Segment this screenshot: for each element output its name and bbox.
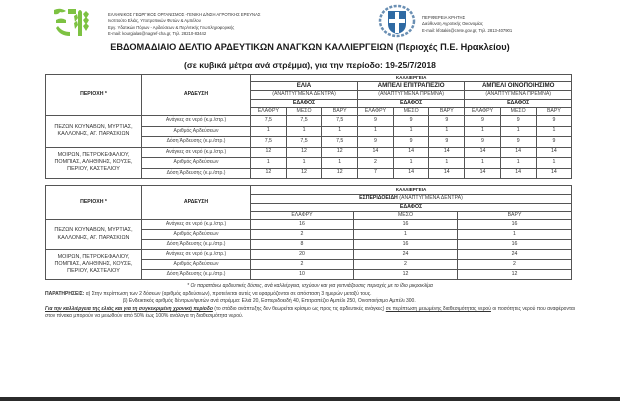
value-cell: 9 xyxy=(429,116,465,127)
value-cell: 9 xyxy=(465,116,501,127)
crop-name: ΕΣΠΕΡΙΔΟΕΙΔΗ xyxy=(359,195,398,202)
value-cell: 12 xyxy=(354,270,458,280)
value-cell: 1 xyxy=(286,126,322,137)
left-org-contact xyxy=(108,12,260,37)
crop-header-table-grape: ΑΜΠΕΛΙ ΕΠΙΤΡΑΠΕΖΙΟ xyxy=(358,82,465,91)
soil-medium: ΜΕΣΟ xyxy=(393,108,429,116)
value-cell: 1 xyxy=(536,126,572,137)
region-cell: ΜΟΙΡΩΝ, ΠΕΤΡΟΚΕΦΑΛΙΟΥ, ΠΟΜΠΙΑΣ, ΑΛΗΘΙΝΗΣ, ΚΟΥΣΕ, ΠΕΡΙΟΥ, ΚΑΣΤΕΛΙΟΥ xyxy=(46,147,142,179)
value-cell: 9 xyxy=(536,137,572,148)
value-cell: 7,5 xyxy=(322,116,358,127)
value-cell: 2 xyxy=(251,230,354,240)
page-title: ΕΒΔΟΜΑΔΙΑΙΟ ΔΕΛΤΙΟ ΑΡΔΕΥΤΙΚΩΝ ΑΝΑΓΚΩΝ ΚΑΛΛΙΕΡΓΕΙΩΝ (Περιοχές Π.Ε. Ηρακλείου) xyxy=(110,42,510,52)
irrigation-column-header: ΑΡΔΕΥΣΗ xyxy=(142,75,251,116)
remark-a: α) Στην περίπτωση των 2 δόσεων (αριθμός αρδεύσεων), προτείνεται αυτές να εφαρμόζονται σε απόσταση 3 ημερών μεταξύ τους. xyxy=(85,290,372,297)
soil-header: ΕΔΑΦΟΣ xyxy=(251,204,572,212)
soil-light: ΕΛΑΦΡΥ xyxy=(251,212,354,220)
right-org-line: ΠΕΡΙΦΕΡΕΙΑ ΚΡΗΤΗΣ xyxy=(422,15,466,20)
row-label: Ανάγκες σε νερό (κ.μ./στρ.) xyxy=(142,250,251,260)
value-cell: 12 xyxy=(322,168,358,179)
row-label: Δόση Άρδευσης (κ.μ./στρ.) xyxy=(142,270,251,280)
right-org-line: E-mail: kfotakis@crete.gov.gr, Τηλ. 2813-407901 xyxy=(422,27,513,33)
value-cell: 12 xyxy=(286,147,322,158)
crop-header-olive: ΕΛΙΑ xyxy=(251,82,358,91)
region-column-header: ΠΕΡΙΟΧΗ * xyxy=(46,186,142,220)
soil-heavy: ΒΑΡΥ xyxy=(458,212,572,220)
value-cell: 9 xyxy=(500,116,536,127)
soil-light: ΕΛΑΦΡΥ xyxy=(251,108,287,116)
row-label: Αριθμός Αρδεύσεων xyxy=(142,230,251,240)
soil-medium: ΜΕΣΟ xyxy=(286,108,322,116)
value-cell: 1 xyxy=(458,230,572,240)
right-org-line: Διεύθυνση Αγροτικής Οικονομίας xyxy=(422,21,483,27)
value-cell: 9 xyxy=(500,137,536,148)
left-org-line: Ινστιτούτο Ελιάς, Υποτροπικών Φυτών & Αμπέλου xyxy=(108,18,201,24)
soil-header-table-grape: ΕΔΑΦΟΣ xyxy=(358,100,465,108)
footnote: * Οι παραπάνω αρδευτικές δόσεις, ανά καλλιέργεια, ισχύουν και για γειτνιάζουσες περιοχές με το ίδιο μικροκλίμα xyxy=(187,283,433,289)
row-label: Αριθμός Αρδεύσεων xyxy=(142,260,251,270)
olive-remark-underlined: σε περίπτωση μειωμένης διαθεσιμότητας νερού xyxy=(385,305,491,312)
value-cell: 14 xyxy=(536,147,572,158)
remarks-label: ΠΑΡΑΤΗΡΗΣΕΙΣ: xyxy=(45,290,85,297)
bottom-bar xyxy=(0,397,620,401)
crop-subheader-olive: (ΑΝΑΠΤΥΓΜΕΝΑ ΔΕΝΤΡΑ) xyxy=(251,91,358,100)
value-cell: 14 xyxy=(500,168,536,179)
value-cell: 7,5 xyxy=(251,116,287,127)
value-cell: 12 xyxy=(286,168,322,179)
olive-remark-bold: Για την καλλιέργεια της ελιάς και για τη συγκεκριμένη χρονική περίοδο xyxy=(45,305,213,312)
row-label: Ανάγκες σε νερό (κ.μ./στρ.) xyxy=(142,116,251,127)
value-cell: 16 xyxy=(458,240,572,250)
soil-header-olive: ΕΔΑΦΟΣ xyxy=(251,100,358,108)
value-cell: 1 xyxy=(322,158,358,169)
soil-light: ΕΛΑΦΡΥ xyxy=(465,108,501,116)
value-cell: 16 xyxy=(354,240,458,250)
greek-emblem-icon xyxy=(378,4,416,38)
value-cell: 12 xyxy=(251,168,287,179)
notes-section xyxy=(45,283,575,321)
crop-header-wine-grape: ΑΜΠΕΛΙ ΟΙΝΟΠΟΙΗΣΙΜΟ xyxy=(465,82,572,91)
row-label: Ανάγκες σε νερό (κ.μ./στρ.) xyxy=(142,147,251,158)
soil-heavy: ΒΑΡΥ xyxy=(322,108,358,116)
periferia-kritis-header xyxy=(378,4,512,38)
value-cell: 16 xyxy=(458,220,572,230)
left-org-line: ΕΛΛΗΝΙΚΟΣ ΓΕΩΡΓΙΚΟΣ ΟΡΓΑΝΙΣΜΟΣ -ΓΕΝΙΚΗ Δ/ΝΣΗ ΑΓΡΟΤΙΚΗΣ ΕΡΕΥΝΑΣ xyxy=(108,12,261,17)
remark-b: β) Ενδεικτικός αριθμός δέντρων/φυτών ανά στρέμμα: Ελιά 20, Εσπεριδοειδή 40, Επιτραπέζιο Αμπέλι 250, Οινοποιήσιμο Αμπέλι 300. xyxy=(123,298,416,305)
value-cell: 1 xyxy=(251,158,287,169)
value-cell: 9 xyxy=(393,137,429,148)
elgo-logo-icon xyxy=(50,6,102,42)
value-cell: 1 xyxy=(536,158,572,169)
soil-header-wine-grape: ΕΔΑΦΟΣ xyxy=(465,100,572,108)
value-cell: 8 xyxy=(251,240,354,250)
soil-medium: ΜΕΣΟ xyxy=(500,108,536,116)
left-org-line: Εργ. Υδατικών Πόρων - Αρδεύσεων & Περ/ντικής Γεωπληροφορικής xyxy=(108,24,235,30)
value-cell: 14 xyxy=(500,147,536,158)
value-cell: 14 xyxy=(429,147,465,158)
value-cell: 7 xyxy=(358,168,394,179)
soil-heavy: ΒΑΡΥ xyxy=(536,108,572,116)
crop-subheader-wine-grape: (ΑΝΑΠΤΥΓΜΕΝΑ ΠΡΕΜΝΑ) xyxy=(465,91,572,100)
value-cell: 2 xyxy=(358,158,394,169)
right-org-contact xyxy=(422,15,512,34)
value-cell: 1 xyxy=(500,158,536,169)
olive-remark-end: οι ποσότητες νερού που αναφέρονται στον πίνακα μπορούν να μειωθούν από 50% έως 100% ανάλογα τη διαθεσιμότητα νερού. xyxy=(45,305,575,320)
crop-group-header: ΚΑΛΛΙΕΡΓΕΙΑ xyxy=(251,186,572,195)
irrigation-table-olive-vine xyxy=(45,74,572,179)
page-subtitle: (σε κυβικά μέτρα ανά στρέμμα), για την περίοδο: 19-25/7/2018 xyxy=(184,60,436,70)
value-cell: 2 xyxy=(354,260,458,270)
ellinikos-georgikos-organismos-header xyxy=(50,6,260,42)
value-cell: 1 xyxy=(251,126,287,137)
value-cell: 16 xyxy=(251,220,354,230)
irrigation-column-header: ΑΡΔΕΥΣΗ xyxy=(142,186,251,220)
value-cell: 2 xyxy=(458,260,572,270)
table-row xyxy=(46,147,572,158)
value-cell: 1 xyxy=(429,126,465,137)
value-cell: 7,5 xyxy=(286,116,322,127)
crop-subheader: (ΑΝΑΠΤΥΓΜΕΝΑ ΔΕΝΤΡΑ) xyxy=(399,195,463,202)
region-cell: ΜΟΙΡΩΝ, ΠΕΤΡΟΚΕΦΑΛΙΟΥ, ΠΟΜΠΙΑΣ, ΑΛΗΘΙΝΗΣ, ΚΟΥΣΕ, ΠΕΡΙΟΥ, ΚΑΣΤΕΛΙΟΥ xyxy=(46,250,142,280)
value-cell: 14 xyxy=(465,147,501,158)
value-cell: 14 xyxy=(429,168,465,179)
region-column-header: ΠΕΡΙΟΧΗ * xyxy=(46,75,142,116)
value-cell: 10 xyxy=(251,270,354,280)
row-label: Ανάγκες σε νερό (κ.μ./στρ.) xyxy=(142,220,251,230)
value-cell: 12 xyxy=(458,270,572,280)
value-cell: 7,5 xyxy=(322,137,358,148)
table-row xyxy=(46,250,572,260)
region-cell: ΠΕΖΩΝ ΚΟΥΝΑΒΩΝ, ΜΥΡΤΙΑΣ, ΚΑΛΛΟΝΗΣ, ΑΓ. ΠΑΡΑΣΚΙΩΝ xyxy=(46,116,142,148)
value-cell: 2 xyxy=(251,260,354,270)
crop-header-citrus xyxy=(251,195,572,204)
value-cell: 14 xyxy=(393,168,429,179)
row-label: Δόση Άρδευσης (κ.μ./στρ.) xyxy=(142,240,251,250)
row-label: Δόση Άρδευσης (κ.μ./στρ.) xyxy=(142,137,251,148)
value-cell: 1 xyxy=(322,126,358,137)
row-label: Αριθμός Αρδεύσεων xyxy=(142,126,251,137)
value-cell: 9 xyxy=(536,116,572,127)
table-row xyxy=(46,220,572,230)
value-cell: 1 xyxy=(354,230,458,240)
value-cell: 24 xyxy=(458,250,572,260)
irrigation-table-citrus xyxy=(45,185,572,280)
value-cell: 1 xyxy=(429,158,465,169)
value-cell: 16 xyxy=(354,220,458,230)
olive-remark xyxy=(45,306,575,321)
value-cell: 9 xyxy=(465,137,501,148)
value-cell: 1 xyxy=(393,158,429,169)
value-cell: 9 xyxy=(358,116,394,127)
value-cell: 14 xyxy=(393,147,429,158)
soil-heavy: ΒΑΡΥ xyxy=(429,108,465,116)
value-cell: 1 xyxy=(465,158,501,169)
value-cell: 1 xyxy=(500,126,536,137)
value-cell: 12 xyxy=(322,147,358,158)
crop-group-header: ΚΑΛΛΙΕΡΓΕΙΑ xyxy=(251,75,572,82)
soil-light: ΕΛΑΦΡΥ xyxy=(358,108,394,116)
value-cell: 1 xyxy=(393,126,429,137)
left-org-line: E-mail: kourgialas@nagref-cha.gr, Τηλ. 28210-83442 xyxy=(108,30,207,36)
value-cell: 7,5 xyxy=(251,137,287,148)
row-label: Δόση Άρδευσης (κ.μ./στρ.) xyxy=(142,168,251,179)
value-cell: 12 xyxy=(251,147,287,158)
region-cell: ΠΕΖΩΝ ΚΟΥΝΑΒΩΝ, ΜΥΡΤΙΑΣ, ΚΑΛΛΟΝΗΣ, ΑΓ. ΠΑΡΑΣΚΙΩΝ xyxy=(46,220,142,250)
value-cell: 1 xyxy=(358,126,394,137)
value-cell: 20 xyxy=(251,250,354,260)
soil-medium: ΜΕΣΟ xyxy=(354,212,458,220)
value-cell: 9 xyxy=(429,137,465,148)
value-cell: 9 xyxy=(393,116,429,127)
value-cell: 1 xyxy=(465,126,501,137)
value-cell: 14 xyxy=(465,168,501,179)
value-cell: 14 xyxy=(536,168,572,179)
row-label: Αριθμός Αρδεύσεων xyxy=(142,158,251,169)
crop-subheader-table-grape: (ΑΝΑΠΤΥΓΜΕΝΑ ΠΡΕΜΝΑ) xyxy=(358,91,465,100)
value-cell: 9 xyxy=(358,137,394,148)
value-cell: 14 xyxy=(358,147,394,158)
value-cell: 24 xyxy=(354,250,458,260)
olive-remark-mid: (το στάδιο ανάπτυξης δεν θεωρείται κρίσιμο ως προς τις αρδευτικές ανάγκες) xyxy=(212,305,386,312)
value-cell: 7,5 xyxy=(286,137,322,148)
value-cell: 1 xyxy=(286,158,322,169)
table-row xyxy=(46,116,572,127)
